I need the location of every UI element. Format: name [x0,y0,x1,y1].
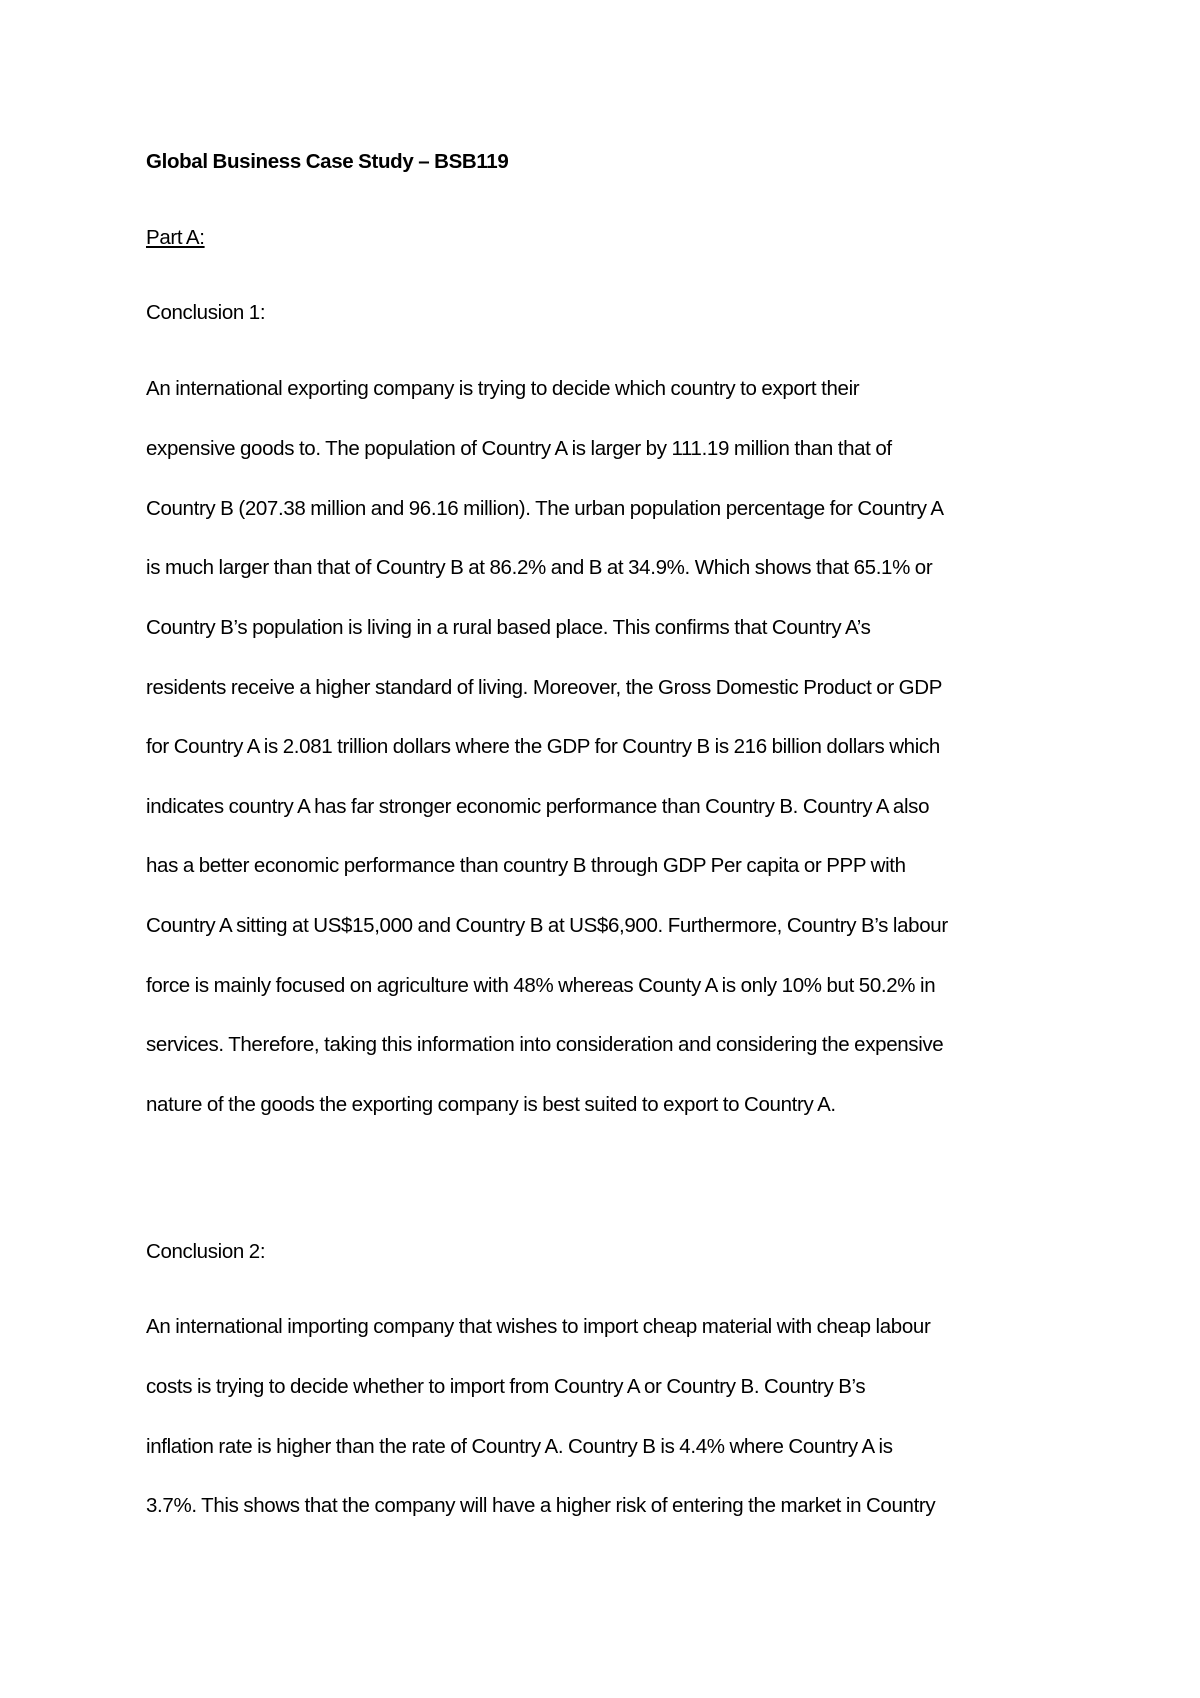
paragraph-line: has a better economic performance than country B through GDP Per capita or PPP with [146,854,906,877]
paragraph-line: inflation rate is higher than the rate of Country A. Country B is 4.4% where Country A is [146,1435,893,1458]
conclusion-1-heading: Conclusion 1: [146,301,266,324]
paragraph-line: 3.7%. This shows that the company will have a higher risk of entering the market in Country [146,1494,936,1517]
paragraph-line: force is mainly focused on agriculture with 48% whereas County A is only 10% but 50.2% in [146,974,936,997]
document-title: Global Business Case Study – BSB119 [146,150,509,173]
paragraph-line: expensive goods to. The population of Country A is larger by 111.19 million than that of [146,437,892,460]
paragraph-line: for Country A is 2.081 trillion dollars where the GDP for Country B is 216 billion dollars which [146,735,940,758]
paragraph-line: nature of the goods the exporting company is best suited to export to Country A. [146,1093,836,1116]
paragraph-line: Country B’s population is living in a rural based place. This confirms that Country A’s [146,616,871,639]
part-label: Part A: [146,226,205,249]
conclusion-2-heading: Conclusion 2: [146,1240,266,1263]
paragraph-line: is much larger than that of Country B at 86.2% and B at 34.9%. Which shows that 65.1% or [146,556,933,579]
paragraph-line: An international exporting company is trying to decide which country to export their [146,377,860,400]
paragraph-line: An international importing company that wishes to import cheap material with cheap labour [146,1315,931,1338]
paragraph-line: indicates country A has far stronger economic performance than Country B. Country A also [146,795,930,818]
paragraph-line: costs is trying to decide whether to import from Country A or Country B. Country B’s [146,1375,866,1398]
paragraph-line: Country B (207.38 million and 96.16 million). The urban population percentage for Country A [146,497,944,520]
paragraph-line: services. Therefore, taking this information into consideration and considering the expensive [146,1033,944,1056]
paragraph-line: Country A sitting at US$15,000 and Country B at US$6,900. Furthermore, Country B’s labour [146,914,948,937]
paragraph-line: residents receive a higher standard of living. Moreover, the Gross Domestic Product or GDP [146,676,943,699]
